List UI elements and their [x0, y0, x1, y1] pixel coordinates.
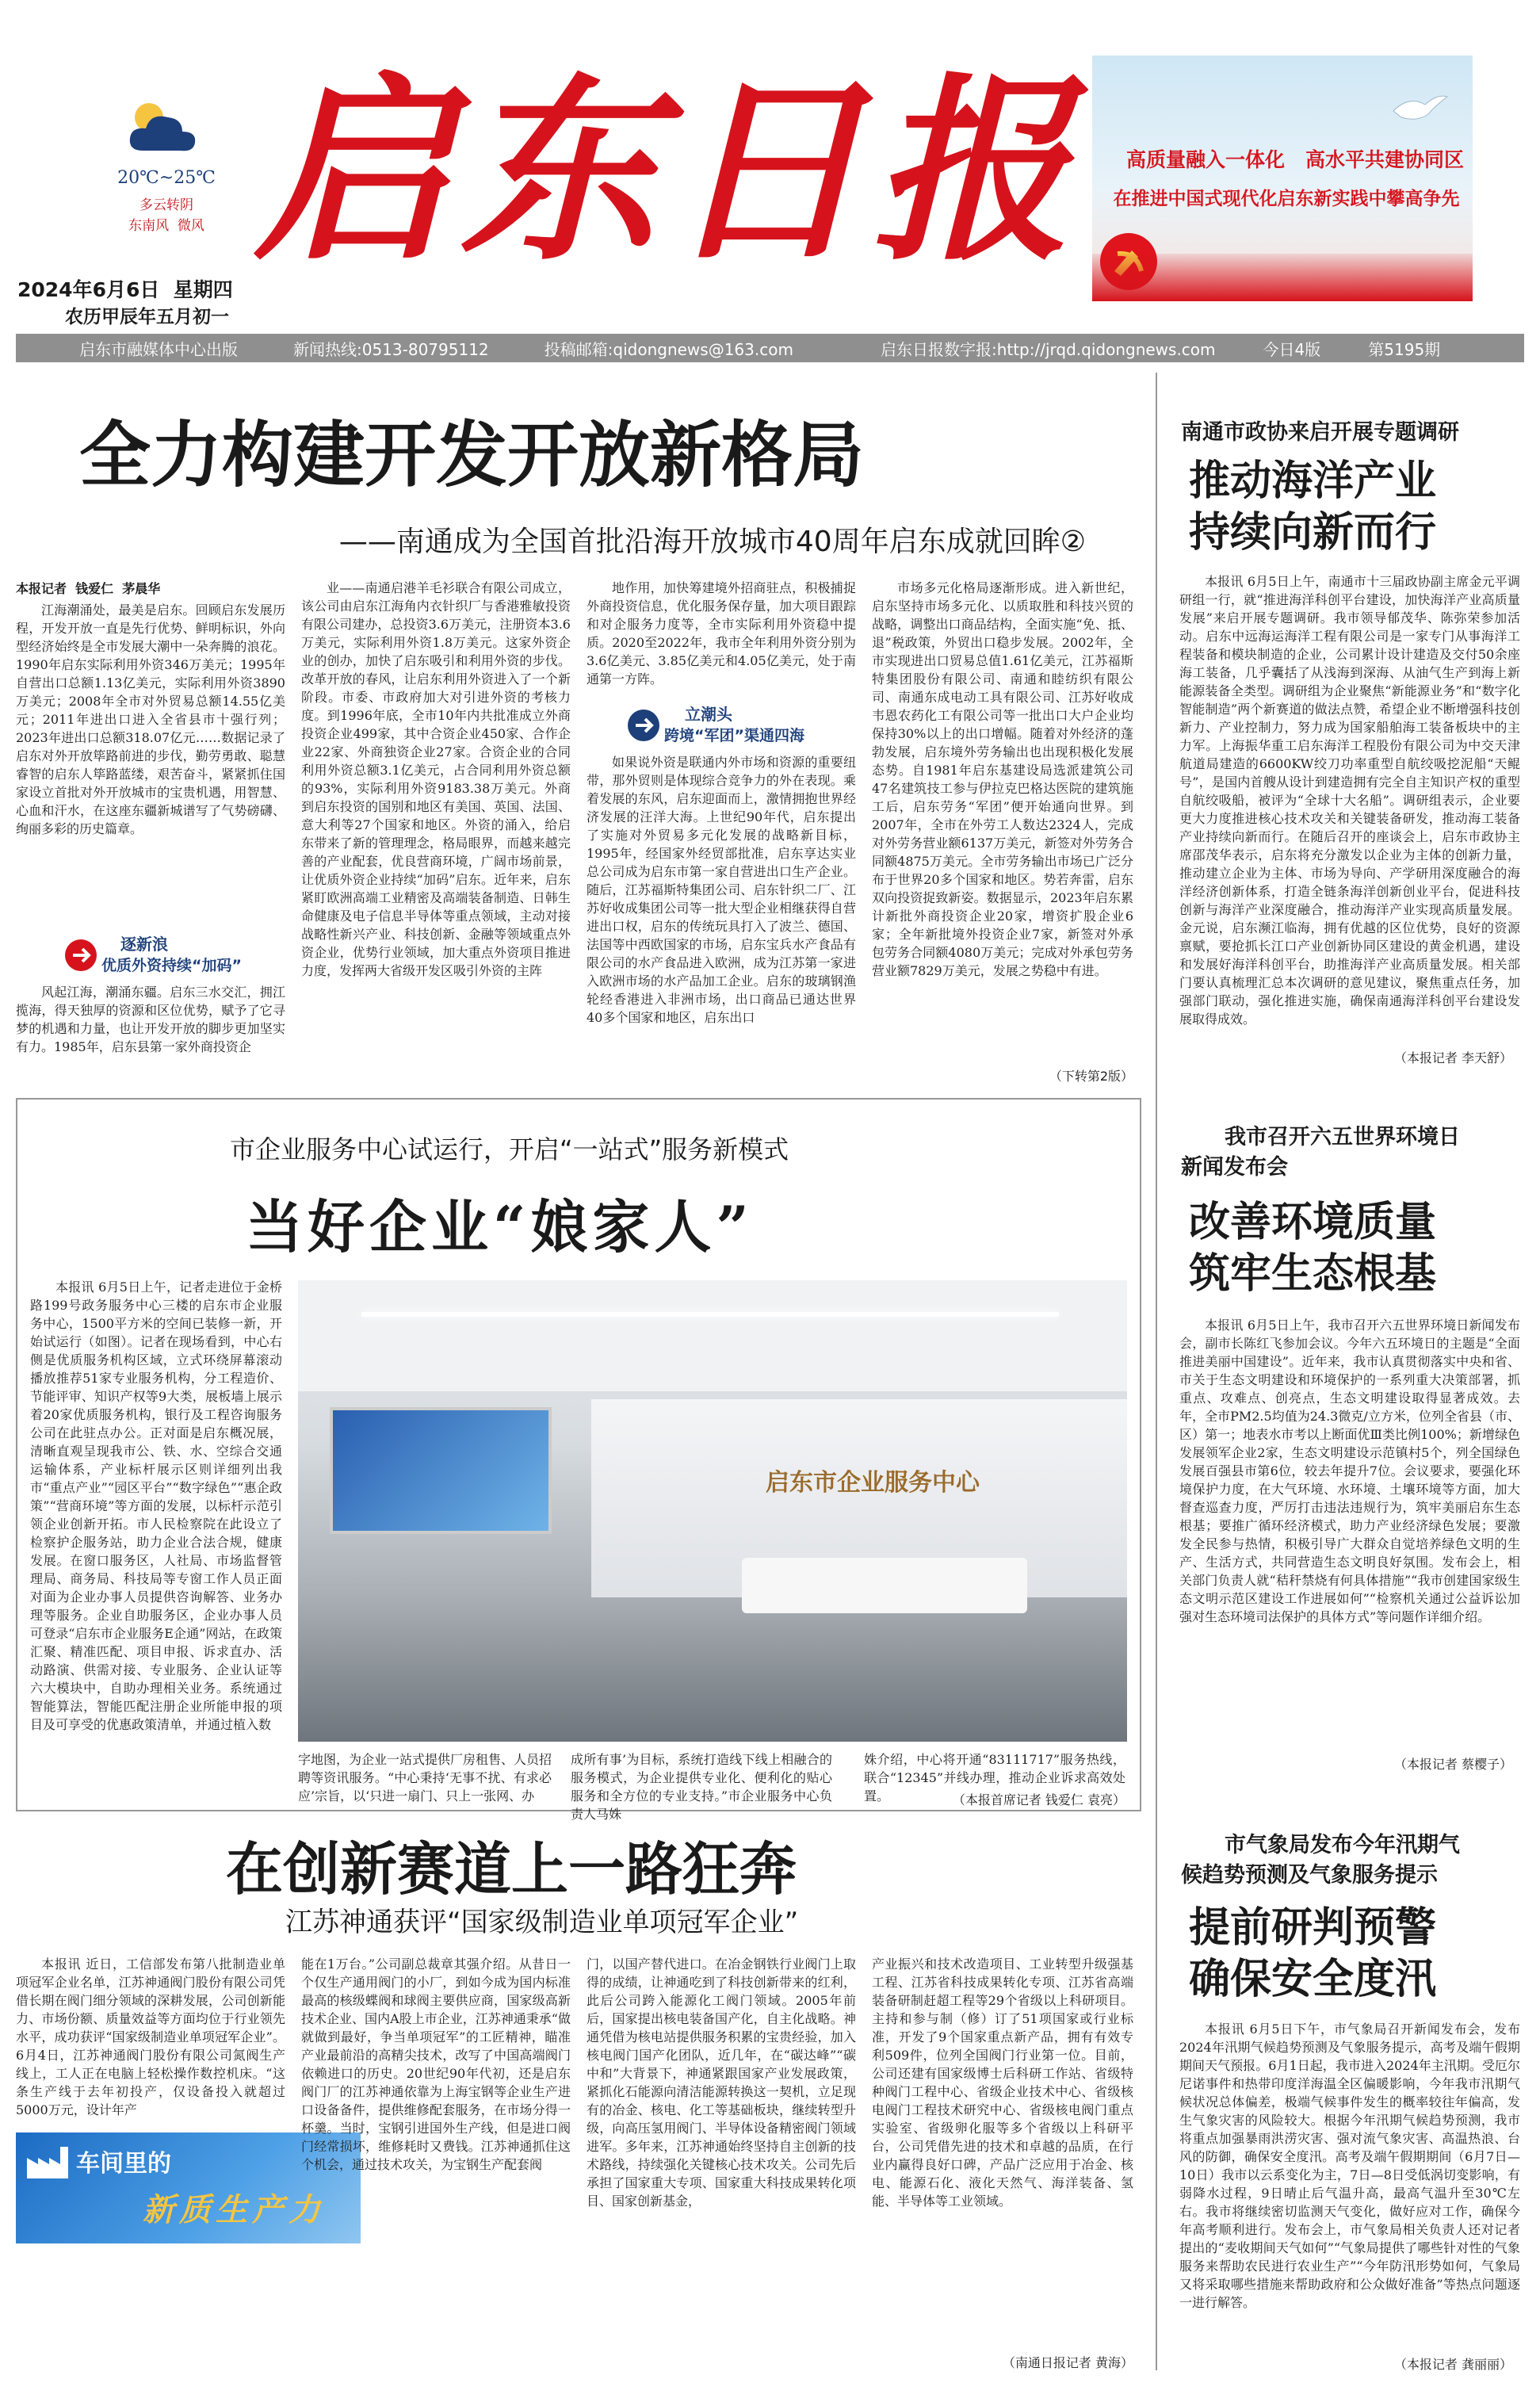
bottom-column-3: 门，以国产替代进口。在冶金钢铁行业阀门上取得的成绩，让神通吃到了科技创新带来的红利，此后公司跨入能源化工阀门领域。2005年前后，国家提出核电装备国产化，自主化战略。神通凭借为核电站提供服务积累的宝贵经验，加入核电阀门国产化团队，近几年，在“碳达峰”“碳中和”大背景下，神通紧跟国家产业发展政策，紧抓化石能源向清洁能源转换这一契机，立足现有的冶金、核电、化工等基础板块，继续转型升级，向高压氢用阀门、半导体设备精密阀门领域进军。多年来，江苏神通始终坚持自主创新的技术路线，持续强化关键核心技术攻关。公司先后承担了国家重大专项、国家重大科技成果转化项目、国家创新基金， [587, 1957, 856, 2209]
lunar-date: 农历甲辰年五月初一 [65, 307, 229, 327]
bottom-column-1b [16, 2250, 285, 2369]
bottom-column-2b [373, 2109, 571, 2370]
side3-headline-1: 提前研判预警 [1189, 1904, 1437, 1952]
bottom-headline: 在创新赛道上一路狂奔 [226, 1836, 797, 1903]
lead-subhead-2: 立潮头 跨境“军团”渠通四海 [626, 702, 848, 749]
bottom-column-1: 本报讯 近日，工信部发布第八批制造业单项冠军企业名单，江苏神通阀门股份有限公司凭借长期在阀门细分领域的深耕发展，公司创新能力、市场份额、质量效益等方面均位于行业领先水平，成功获评“国家级制造业单项冠军企业”。6月4日，江苏神通阀门股份有限公司氮阀生产线上，工人正在电脑上轻松操作数控机床。“这条生产线于去年初投产，仅设备投入就超过5000万元，设计年产 [16, 1957, 285, 2117]
side1-headline-2: 持续向新而行 [1189, 509, 1437, 557]
feature-column-1: 本报讯 6月5日上午，记者走进位于金桥路199号政务服务中心三楼的启东市企业服务中心，1500平方米的空间已装修一新，开始试运行（如图）。记者在现场看到，中心右侧是优质服务机构区域，立式环绕屏幕滚动播放推荐51家专业服务机构，分工程造价、节能评审、知识产权等9大类，展板墙上展示着20家优质服务机构，银行及工程咨询服务公司在此驻点办公。正对面是启东概况展，清晰直观呈现我市公、铁、水、空综合交通运输体系，产业标杆展示区则详细列出我市“重点产业”“园区平台”“数字绿色”“惠企政策”“营商环境”等方面的发展，以标杆示范引领企业创新开拓。市人民检察院在此设立了检察护企服务站，助力企业合法合规，健康发展。在窗口服务区，人社局、市场监督管理局、商务局、科技局等专窗工作人员正面对面为企业办事人员提供咨询解答、业务办理等服务。企业自助服务区，企业办事人员可登录“启东市企业服务E企通”网站，在政策汇聚、精准匹配、项目申报、诉求直办、活动路演、供需对接、专业服务、企业认证等六大模块中，自助办理相关业务。系统通过智能算法，智能匹配注册企业所能申报的项目及可享受的优惠政策清单，并通过植入数 [30, 1279, 282, 1732]
side2-kicker-2: 新闻发布会 [1181, 1155, 1288, 1180]
weather-wind: 东南风 微风 [128, 218, 204, 234]
banner-text-1: 车间里的 [76, 2150, 171, 2178]
photo-floor [298, 1597, 1127, 1742]
side2-headline-1: 改善环境质量 [1189, 1199, 1437, 1246]
bottom-column-4: 产业振兴和技术改造项目、工业转型升级强基工程、江苏省科技成果转化专项、江苏省高端装备研制赶超工程等29个省级以上科研项目。主持和参与制（修）订了51项国家或行业标准，开发了9个国家重点新产品，拥有有效专利509件，位列全国阀门行业第一位。目前，公司还建有国家级博士后科研工作站、省级特种阀门工程中心、省级企业技术中心、省级核电阀门工程技术研究中心、省级核电阀门重点实验室、省级卵化服等多个省级以上科研平台，公司凭借先进的技术和卓越的品质，在行业内赢得良好口碑，产品广泛应用于冶金、核电、能源石化、液化天然气、海洋装备、氢能、半导体等工业领域。 [872, 1957, 1133, 2209]
page-count: 今日4版 [1263, 339, 1321, 359]
side3-kicker-1: 市气象局发布今年汛期气 [1225, 1833, 1460, 1857]
banner-line-1: 高质量融入一体化 高水平共建协同区 [1125, 148, 1465, 171]
feature-photo [298, 1280, 1127, 1742]
side2-headline-2: 筑牢生态根基 [1189, 1250, 1437, 1298]
side2-body: 本报讯 6月5日上午，我市召开六五世界环境日新闻发布会，副市长陈红飞参加会议。今年六五环境日的主题是“全面推进美丽中国建设”。近年来，我市认真贯彻落实中央和省、市关于生态文明建设和环境保护的一系列重大决策部署，抓重点、攻难点、创亮点，生态文明建设取得显著成效。去年，全市PM2.5均值为24.3微克/立方米，位列全省县（市、区）第一；地表水市考以上断面优Ⅲ类比例100%；新增绿色发展领军企业2家，生态文明建设示范镇村5个，列全国绿色发展百强县市第6位，较去年提升7位。会议要求，要强化环境保护力度，在大气环境、水环境、土壤环境等方面，加大督查巡查力度，严厉打击违法违规行为，筑牢美丽启东生态根基；要推广循环经济模式，助力产业经济绿色发展；要激发全民参与热情，积极引导广大群众自觉培养绿色文明的生产、生活方式，共同营造生态文明良好氛围。发布会上，相关部门负责人就“秸秆禁烧有何具体措施”“我市创建国家级生态文明示范区建设工作进展如何”“检察机关通过公益诉讼加强对生态环境司法保护的具体方式”等问题作详细介绍。 [1179, 1318, 1520, 1624]
newspaper-logo: 启东日报 [254, 54, 1078, 287]
info-bar [16, 334, 1524, 362]
side1-kicker: 南通市政协来启开展专题调研 [1181, 420, 1459, 445]
feature-headline: 当好企业“娘家人” [246, 1193, 754, 1260]
feature-caption-col-2: 成所有事’为目标，系统打造线下线上相融合的服务模式，为企业提供专业化、便利化的贴心服务和全方位的专业支持。”市企业服务中心负责人马姝 [571, 1752, 832, 1822]
arrow-badge-icon [626, 708, 661, 743]
lead-column-1: 江海潮涌处，最美是启东。回顾启东发展历程，开发开放一直是先行优势、鲜明标识，外向型经济始终是全市发展大潮中一朵奔腾的浪花。1990年启东实际利用外资346万美元；1995年自营出口总额1.13亿美元，实际利用外资3890万美元；2008年全市对外贸易总额14.55亿美元；2011年进出口进入全省县市十强行列；2023年进出口总额318.07亿元……数据记录了启东对外开放筚路前进的步伐，勤劳勇敢、聪慧睿智的启东人筚路蓝缕，艰苦奋斗，紧紧抓住国家设立首批对外开放城市的宝贵机遇，用智慧、心血和汗水，在这座东疆新城谱写了气势磅礴、绚丽多彩的历史篇章。 [16, 602, 285, 836]
lead-column-4: 市场多元化格局逐渐形成。进入新世纪，启东坚持市场多元化、以质取胜和科技兴贸的战略，调整出口商品结构，全面实施“免、抵、退”税政策，外贸出口稳步发展。2002年，全市实现进出口贸易总值1.61亿美元，江苏福斯特集团股份有限公司、南通和睦纺织有限公司、南通东成电动工具有限公司、江苏好收成韦恩农药化工有限公司等一批出口大户企业均保持30%以上的出口增幅。随着对外经济的蓬勃发展，启东境外劳务输出也出现积极化发展态势。自1981年启东基建设局选派建筑公司47名建筑技工参与伊拉克巴格达医院的建筑施工后，启东劳务“军团”便开始通向世界。到2007年，全市在外劳工人数达2324人，完成对外劳务营业额6137万美元，新签对外劳务合同额4875万美元。全市劳务输出市场已广泛分布于世界20多个国家和地区。势若奔雷，启东双向投资捉致新姿。数据显示，2023年启东累计新批外商投资企业20家，增资扩股企业6家；全年新批境外投资企业7家，新签对外承包劳务合同额4080万美元；完成对外承包劳务营业额7829万美元，发展之势稳中有进。 [872, 580, 1133, 978]
lead-column-3b: 如果说外资是联通内外市场和资源的重要纽带，那外贸则是体现综合竞争力的外在表现。乘着发展的东风，启东迎面而上，激情拥抱世界经济发展的汪洋大海。上世纪90年代，启东提出了实施对外贸易多元化发展的战略新目标，1995年，经国家外经贸部批准，启东享达实业总公司成为启东市第一家自营进出口生产企业。随后，江苏福斯特集团公司、启东针织二厂、江苏好收成集团公司等一批大型企业相继获得自营进出口权，启东的传统玩具打入了波兰、德国、法国等中西欧国家的市场，启东宝兵水产食品有限公司的水产食品进入欧洲，成为江苏第一家进入欧洲市场的水产品加工企业。启东的玻璃钢渔轮经香港进入非洲市场，出口商品已通达世界40多个国家和地区，启东出口 [587, 755, 856, 1025]
bottom-subheadline: 江苏神通获评“国家级制造业单项冠军企业” [285, 1907, 799, 1938]
side3-credit: （本报记者 龚丽丽） [1393, 2357, 1512, 2372]
lead-continued: （下转第2版） [1049, 1069, 1133, 1084]
lead-byline: 本报记者 钱爱仁 茅晨华 [16, 581, 161, 596]
banner-line-2: 在推进中国式现代化启东新实践中攀高争先 [1113, 188, 1460, 209]
side1-credit: （本报记者 李天舒） [1393, 1050, 1512, 1065]
digital-edition-url[interactable]: 启东日报数字报:http://jrqd.qidongnews.com [880, 339, 1216, 359]
side3-headline-2: 确保安全度汛 [1189, 1956, 1437, 2003]
side2-credit: （本报记者 蔡樱子） [1393, 1757, 1512, 1772]
feature-kicker: 市企业服务中心试运行，开启“一站式”服务新模式 [230, 1134, 789, 1165]
side1-body: 本报讯 6月5日上午，南通市十三届政协副主席金元平调研组一行，就“推进海洋科创平台建设，加快海洋产业高质量发展”来启开展专题调研。我市领导郁茂华、陈弥荣参加活动。启东中远海运海洋工程有限公司是一家专门从事海洋工程装备和模块制造的企业，公司累计设计建造及交付50余座海工装备，几乎囊括了从浅海到深海、从油气生产到海上新能源装备全类型。调研组为企业聚焦“新能源业务”和“数字化智能制造”两个新赛道的做法点赞，希望企业不断增强科技创新力、产业控制力，努力成为国家船舶海工装备板块中的主力军。上海振华重工启东海洋工程股份有限公司为中交天津航道局建造的6600KW绞刀功率重型自航绞吸挖泥船“天鲲号”，是国内首艘从设计到建造拥有完全自主知识产权的重型自航绞吸船，被评为“全球十大名船”。调研组表示，企业要更大力度推进核心技术攻关和关键装备研发，推动海工装备产业持续向新而行。在随后召开的座谈会上，启东市政协主席邵茂华表示，启东将充分激发以企业为主体的创新力量，推动建立企业为主体、市场为导向、产学研用深度融合的海洋经济创新体系，打造全链条海洋创新创业平台，促进科技创新与海洋产业深度融合，推动海洋产业实现高质量发展。金元说，启东濒江临海，拥有优越的区位优势，良好的资源禀赋，要抢抓长江口产业创新协同区建设的黄金机遇，建设和发展好海洋科创平台，助推海洋产业高质量发展。相关部门要认真梳理汇总本次调研的意见建议，聚焦重点任务，加强部门联动，强化推进实施，确保南通海洋科创平台建设发展取得成效。 [1179, 574, 1520, 1027]
feature-caption-col-3: 姝介绍，中心将开通“83111717”服务热线，联合“12345”并线办理，推动企业诉求高效处置。 [864, 1752, 1125, 1804]
photo-ceiling [298, 1280, 1127, 1391]
column-divider [1156, 373, 1157, 2370]
side2-kicker-1: 我市召开六五世界环境日 [1225, 1125, 1460, 1149]
photo-sign: 启东市企业服务中心 [766, 1469, 980, 1497]
lead-column-3: 地作用，加快筹建境外招商驻点，积极捕捉外商投资信息，优化服务保存量，加大项目跟踪和对企服务力度等，全市实际利用外资稳中提质。2020至2022年，我市全年利用外资分别为3.6亿美元、3.85亿美元和4.05亿美元，处于南通第一方阵。 [587, 580, 856, 687]
arrow-badge-icon [63, 938, 98, 973]
cloudy-weather-icon [119, 95, 206, 159]
feature-caption-col-1: 字地图，为企业一站式提供厂房租售、人员招聘等资讯服务。“中心秉持‘无事不扰、有求必应’宗旨，以‘只进一扇门、只上一张网、办 [298, 1752, 552, 1804]
lead-subheadline: ——南通成为全国首批沿海开放城市40周年启东成就回眸② [338, 526, 1086, 558]
photo-desk [742, 1558, 1027, 1613]
weather-temperature: 20℃~25℃ [117, 168, 216, 188]
submission-email[interactable]: 投稿邮箱:qidongnews@163.com [544, 339, 793, 359]
banner-text-2: 新质生产力 [143, 2191, 325, 2228]
bottom-credit: （南通日报记者 黄海） [1002, 2355, 1133, 2370]
photo-ceiling-light [361, 1312, 1059, 1317]
side3-kicker-2: 候趋势预测及气象服务提示 [1181, 1863, 1438, 1888]
publisher: 启东市融媒体中心出版 [79, 339, 238, 359]
factory-icon [24, 2142, 71, 2182]
promo-banner [1092, 55, 1473, 301]
lead-headline: 全力构建开发开放新格局 [79, 414, 864, 497]
photo-display-screen [330, 1407, 552, 1534]
weather-box [87, 95, 246, 254]
issue-number: 第5195期 [1368, 339, 1441, 359]
publication-date: 2024年6月6日 星期四 [17, 278, 233, 301]
lead-subhead-1: 逐新浪 优质外资持续“加码” [63, 931, 285, 979]
feature-photo-credit: （本报首席记者 钱爱仁 袁亮） [952, 1792, 1125, 1807]
side1-headline-1: 推动海洋产业 [1189, 457, 1437, 505]
news-hotline: 新闻热线:0513-80795112 [293, 339, 489, 359]
lead-column-1b: 风起江海，潮涌东疆。启东三水交汇，拥江揽海，得天独厚的资源和区位优势，赋予了它寻梦的机遇和力量，也让开发开放的脚步更加坚实有力。1985年，启东县第一家外商投资企 [16, 985, 285, 1054]
side3-body: 本报讯 6月5日下午，市气象局召开新闻发布会，发布2024年汛期气候趋势预测及气象服务提示，高考及端午假期期间天气预报。6月1日起，我市进入2024年主汛期。受厄尔尼诺事件和热带印度洋海温全区偏暖影响，今年我市汛期气候状况总体偏差，极端气候事件发生的概率较往年偏高，发生气象灾害的风险较大。根据今年汛期气候趋势预测，我市将重点加强暴雨洪涝灾害、强对流气象灾害、高温热浪、台风的防御，确保安全度汛。高考及端午假期期间（6月7日—10日）我市以云系变化为主，7日—8日受低涡切变影响，有弱降水过程，9日晴止后气温升高，最高气温升至30℃左右。我市将继续密切监测天气变化，做好应对工作，确保今年高考顺利进行。发布会上，市气象局相关负责人还对记者提出的“麦收期间天气如何”“气象局提供了哪些针对性的气象服务来帮助农民进行农业生产”“今年防汛形势如何，气象局又将采取哪些措施来帮助政府和公众做好准备”等热点问题逐一进行解答。 [1179, 2022, 1520, 2310]
banner-skyline [1092, 254, 1473, 301]
bottom-column-2: 能在1万台。”公司副总裁章其强介绍。从昔日一个仅生产通用阀门的小厂，到如今成为国内标准最高的核级蝶阀和球阀主要供应商，国家级高新技术企业、国内A股上市企业，江苏神通秉承“做就做到最好，争当单项冠军”的工匠精神，瞄准产业最前沿的高精尖技术，改写了中国高端阀门依赖进口的历史。20世纪90年代初，还是启东阀门厂的江苏神通依靠为上海宝钢等企业生产进口设备备件，提供维修配套服务，在市场分得一杯羹。当时，宝钢引进国外生产线，但是进口阀门经常损坏，维修耗时又费钱。江苏神通抓住这个机会，通过技术攻关，为宝钢生产配套阀 [301, 1957, 571, 2172]
dove-icon [1385, 87, 1449, 127]
lead-column-2: 业——南通启港羊毛衫联合有限公司成立，该公司由启东江海角内衣针织厂与香港雅敏投资有限公司建办，总投资3.6万美元，注册资本3.6万美元，实际利用外资1.8万美元。这家外资企业的创办，加快了启东吸引和利用外资的步伐。改革开放的春风，让启东利用外资进入了一个新阶段。市委、市政府加大对引进外资的考核力度。到1996年底，全市10年内共批准成立外商投资企业499家，其中合资企业450家、合作企业22家、外商独资企业27家。合资企业的合同利用外资总额3.1亿美元，占合同利用外资总额的93%，实际利用外资9183.38万美元。外商到启东投资的国别和地区有美国、英国、法国、意大利等27个国家和地区。外资的涌入，给启东带来了新的管理理念，格局眼界，而越来越完善的产业配套，优良营商环境，广阔市场前景，让优质外资企业持续“加码”启东。近年来，启东紧盯欧洲高端工业精密及高端装备制造、日韩生命健康及电子信息半导体等重点领域，主动对接战略性新兴产业、科技创新、金融等领域重点外资企业，优势行业领域，加大重点外资项目推进力度，发挥两大省级开发区吸引外资的主阵 [301, 580, 571, 978]
weather-condition: 多云转阴 [139, 197, 193, 213]
